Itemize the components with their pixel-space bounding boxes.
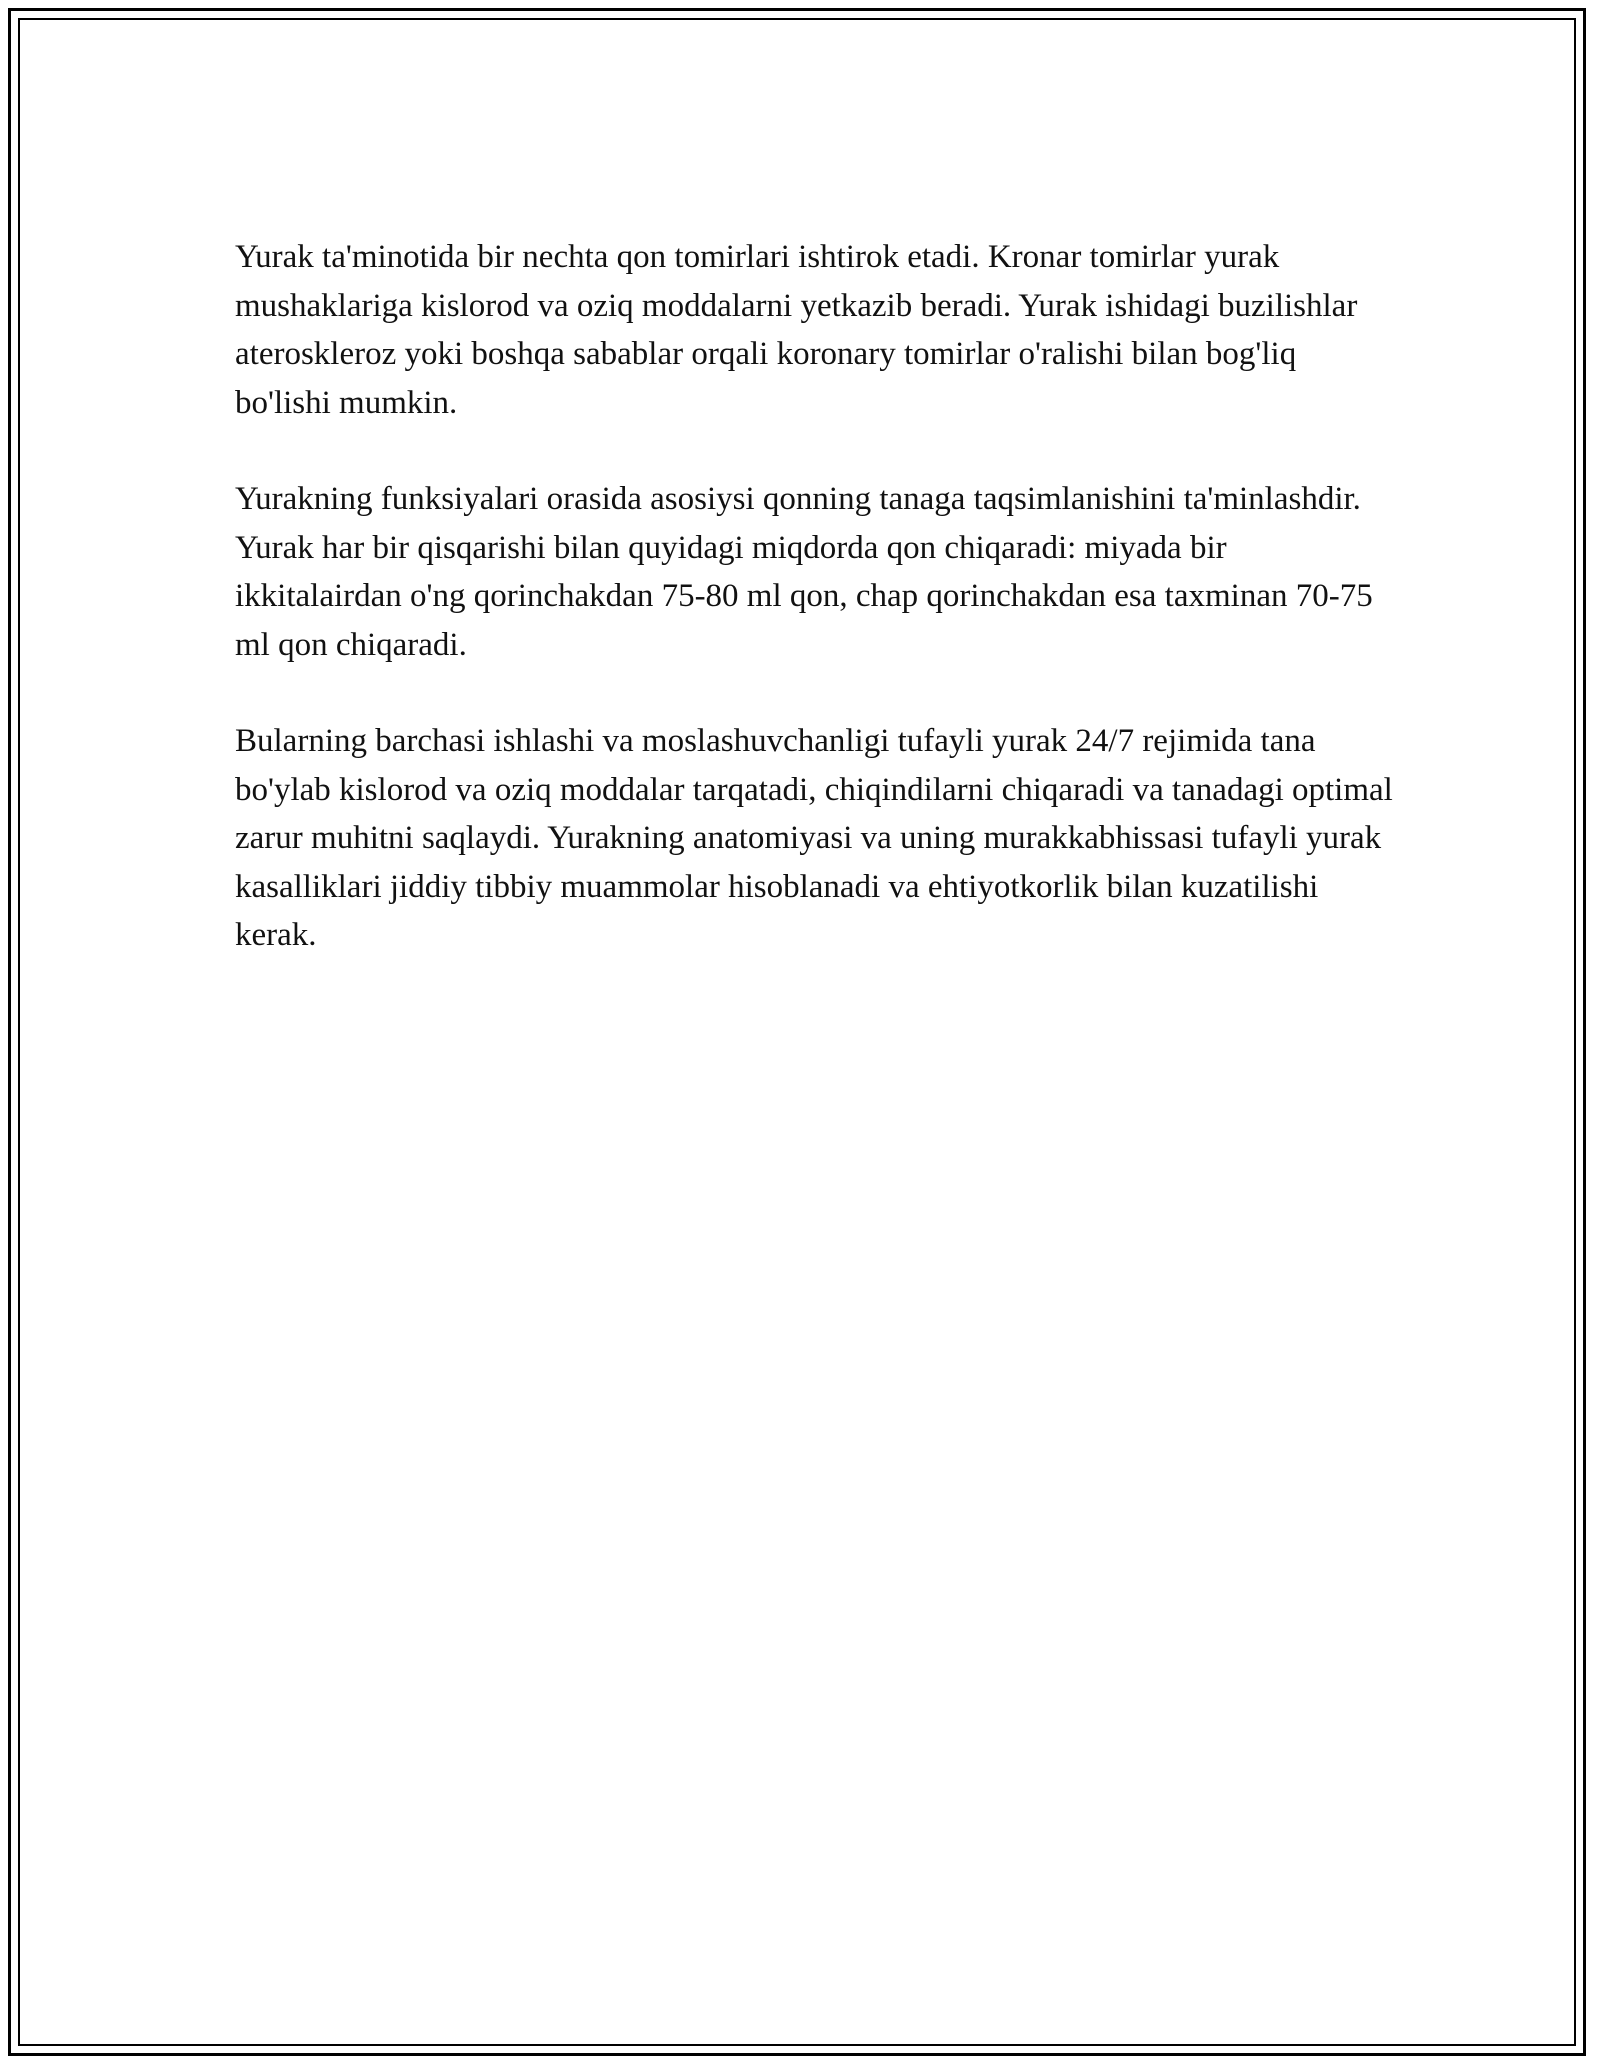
paragraph-1: Yurak ta'minotida bir nechta qon tomirlari ishtirok etadi. Kronar tomirlar yurak mushaklariga kislorod va oziq moddalarni yetkazib beradi. Yurak ishidagi buzilishlar ateroskleroz yoki boshqa sabablar orqali koronary tomirlar o'ralishi bilan bog'liq bo'lishi mumkin. <box>235 239 1358 421</box>
document-body <box>235 233 1395 1008</box>
paragraph-3: Bularning barchasi ishlashi va moslashuvchanligi tufayli yurak 24/7 rejimida tana bo'ylab kislorod va oziq moddalar tarqatadi, chiqindilarni chiqaradi va tanadagi optimal zarur muhitni saqlaydi. Yurakning anatomiyasi va uning murakkabhissasi tufayli yurak kasalliklari jiddiy tibbiy muammolar hisoblanadi va ehtiyotkorlik bilan kuzatilishi kerak. <box>235 723 1393 953</box>
paragraph-2: Yurakning funksiyalari orasida asosiysi qonning tanaga taqsimlanishini ta'minlashdir. Yurak har bir qisqarishi bilan quyidagi miqdorda qon chiqaradi: miyada bir ikkitalairdan o'ng qorinchakdan 75-80 ml qon, chap qorinchakdan esa taxminan 70-75 ml qon chiqaradi. <box>235 481 1373 663</box>
